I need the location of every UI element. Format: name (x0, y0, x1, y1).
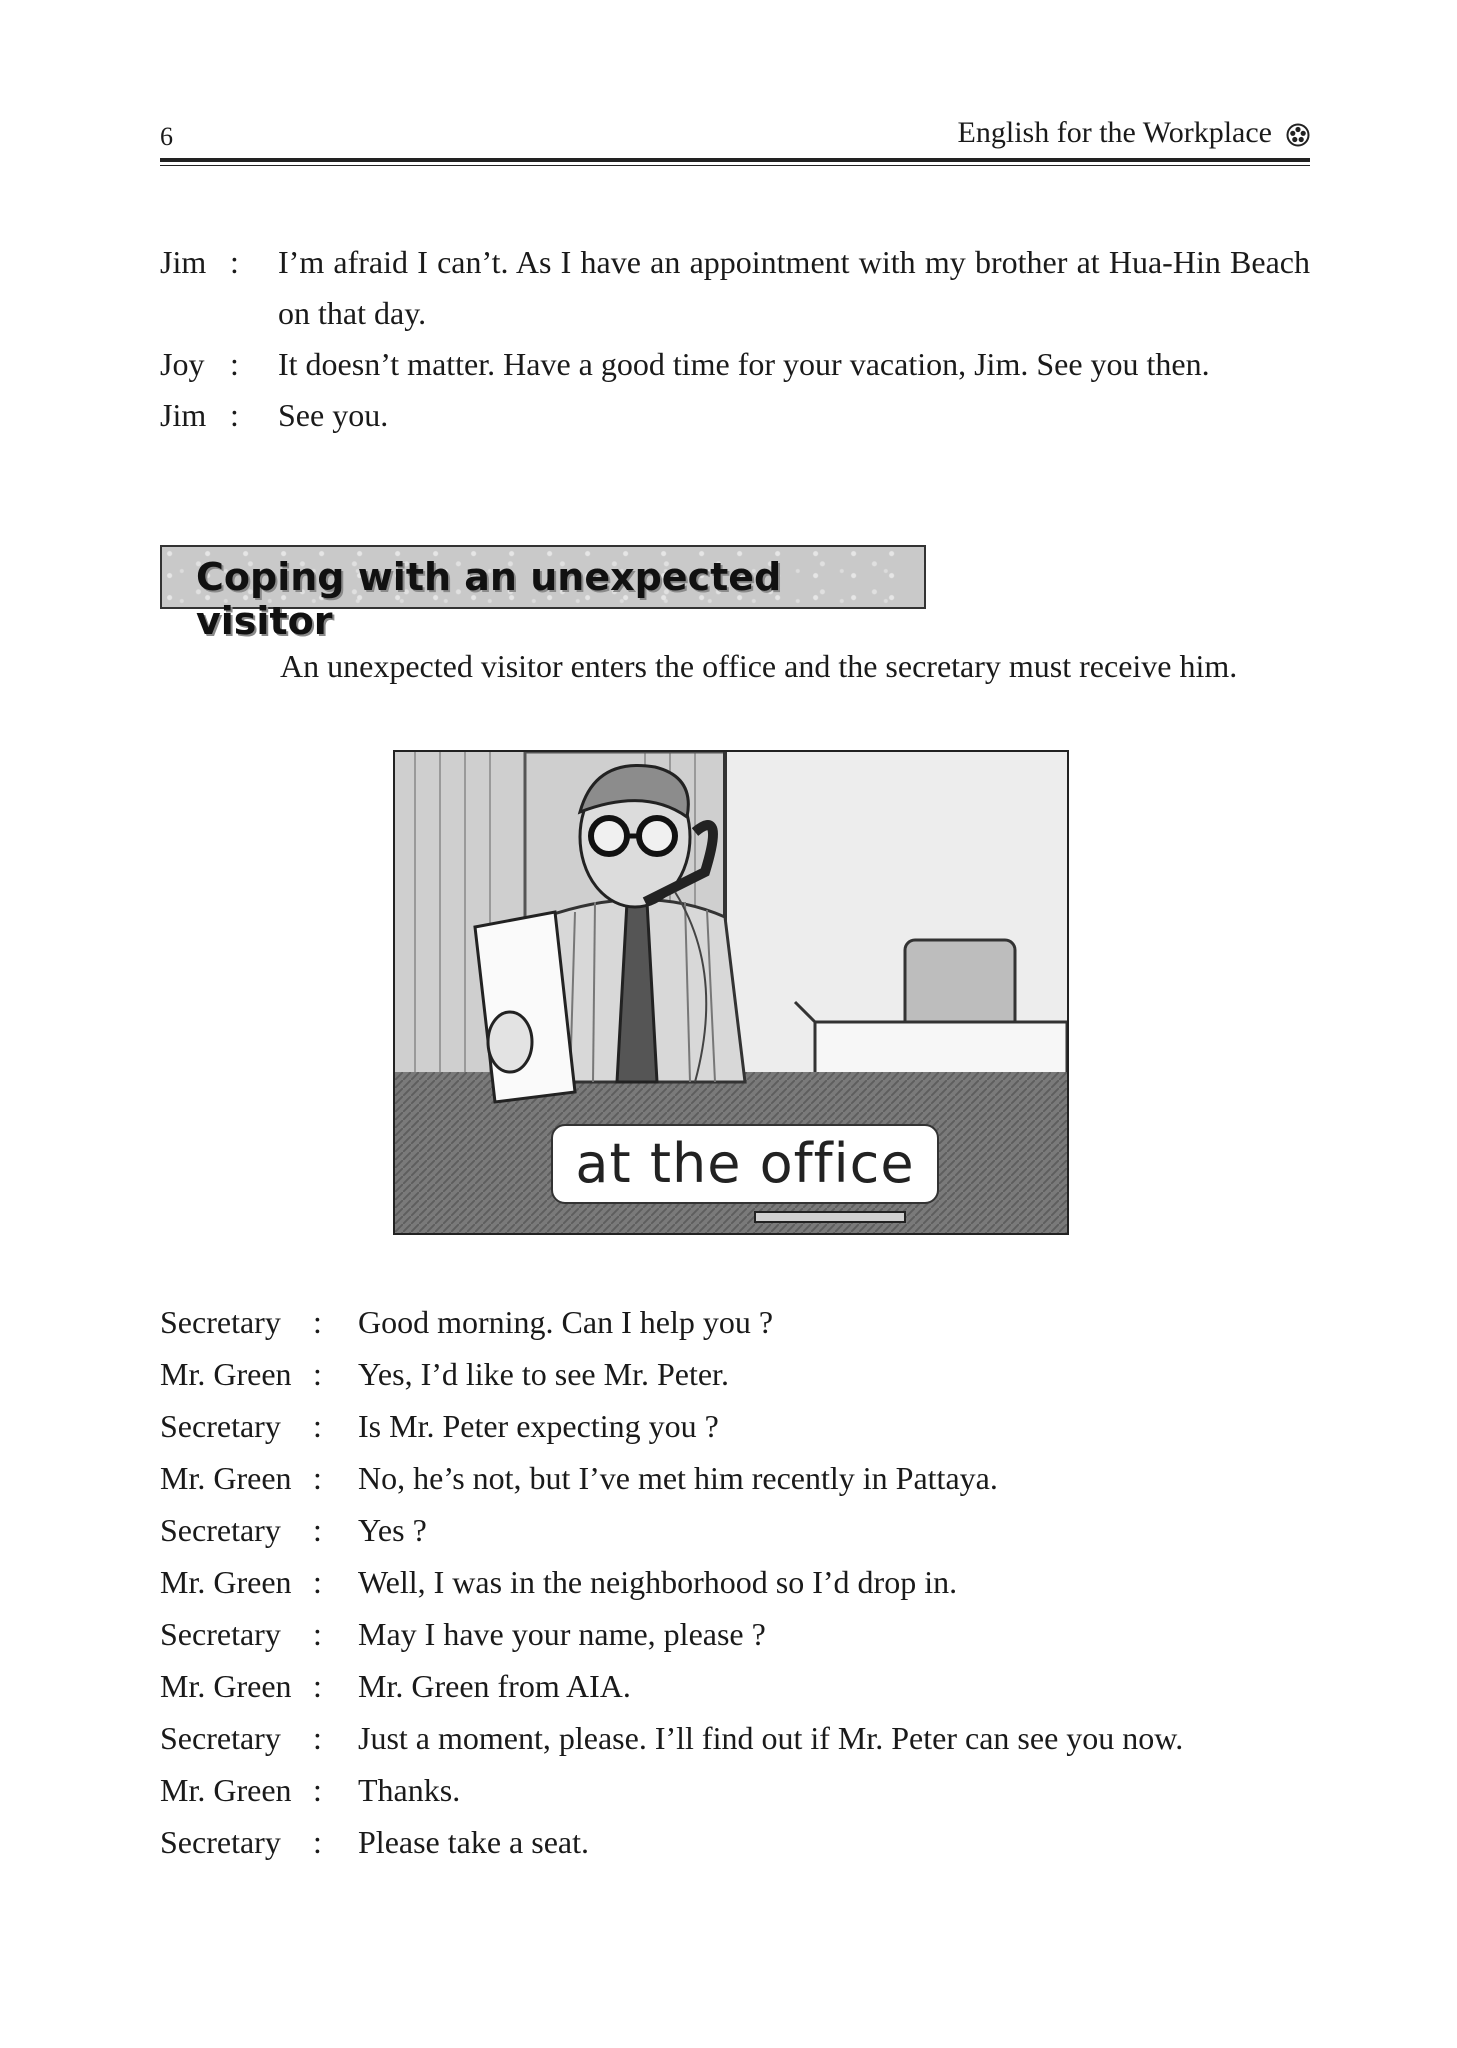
colon: : (313, 1616, 322, 1652)
speaker: Jim (160, 397, 207, 433)
section-heading: Coping with an unexpected visitor (196, 555, 782, 643)
colon: : (313, 1824, 322, 1860)
speaker: Secretary (160, 1616, 281, 1652)
colon: : (313, 1408, 322, 1444)
line-text: Good morning. Can I help you ? (358, 1304, 774, 1340)
flower-ornament-icon (1286, 121, 1310, 145)
line-text: Is Mr. Peter expecting you ? (358, 1408, 719, 1444)
line-text: Mr. Green from AIA. (358, 1668, 631, 1704)
line-text: Yes ? (358, 1512, 427, 1548)
speaker: Jim (160, 244, 207, 280)
speaker: Joy (160, 346, 205, 382)
dialogue-line (160, 1504, 1310, 1556)
line-text: Thanks. (358, 1772, 461, 1808)
illustration-caption: at the office (551, 1124, 939, 1204)
header-rule-thin (160, 165, 1310, 166)
speaker: Mr. Green (160, 1460, 292, 1496)
colon: : (313, 1356, 322, 1392)
speaker: Mr. Green (160, 1668, 292, 1704)
section-intro: An unexpected visitor enters the office and the secretary must receive him. (280, 648, 1238, 684)
dialogue-line (160, 390, 1310, 441)
colon: : (313, 1304, 322, 1340)
speaker: Secretary (160, 1408, 281, 1444)
dialogue-line (160, 339, 1310, 390)
running-header (958, 116, 1310, 150)
speaker: Secretary (160, 1304, 281, 1340)
dialogue-line (160, 237, 1310, 339)
speaker: Mr. Green (160, 1356, 292, 1392)
colon: : (313, 1564, 322, 1600)
section-heading-box (160, 545, 926, 643)
speaker: Secretary (160, 1512, 281, 1548)
dialogue-line (160, 1712, 1310, 1764)
speaker: Secretary (160, 1720, 281, 1756)
dialogue-line (160, 1296, 1310, 1348)
colon: : (313, 1512, 322, 1548)
colon: : (313, 1720, 322, 1756)
line-text: No, he’s not, but I’ve met him recently in Pattaya. (358, 1460, 998, 1496)
colon: : (230, 397, 239, 433)
line-text: Please take a seat. (358, 1824, 589, 1860)
line-text: May I have your name, please ? (358, 1616, 766, 1652)
line-text: I’m afraid I can’t. As I have an appointment with my brother at Hua-Hin Beach on that day. (278, 244, 1310, 331)
speaker: Mr. Green (160, 1564, 292, 1600)
dialogue-line (160, 1816, 1310, 1868)
dialogue-main (160, 1296, 1310, 1868)
dialogue-line (160, 1348, 1310, 1400)
line-text: It doesn’t matter. Have a good time for your vacation, Jim. See you then. (278, 346, 1210, 382)
speaker: Mr. Green (160, 1772, 292, 1808)
line-text: Just a moment, please. I’ll find out if Mr. Peter can see you now. (358, 1720, 1184, 1756)
dialogue-line (160, 1608, 1310, 1660)
header-rule (160, 158, 1310, 162)
running-title: English for the Workplace (957, 116, 1272, 149)
line-text: Yes, I’d like to see Mr. Peter. (358, 1356, 729, 1392)
colon: : (230, 346, 239, 382)
speaker: Secretary (160, 1824, 281, 1860)
office-illustration (393, 750, 1069, 1235)
colon: : (230, 244, 239, 280)
dialogue-line (160, 1764, 1310, 1816)
dialogue-line (160, 1452, 1310, 1504)
dialogue-line (160, 1400, 1310, 1452)
line-text: Well, I was in the neighborhood so I’d drop in. (358, 1564, 958, 1600)
page-number: 6 (160, 122, 173, 151)
colon: : (313, 1460, 322, 1496)
dialogue-top (160, 237, 1310, 441)
colon: : (313, 1772, 322, 1808)
colon: : (313, 1668, 322, 1704)
dialogue-line (160, 1660, 1310, 1712)
line-text: See you. (278, 397, 389, 433)
dialogue-line (160, 1556, 1310, 1608)
